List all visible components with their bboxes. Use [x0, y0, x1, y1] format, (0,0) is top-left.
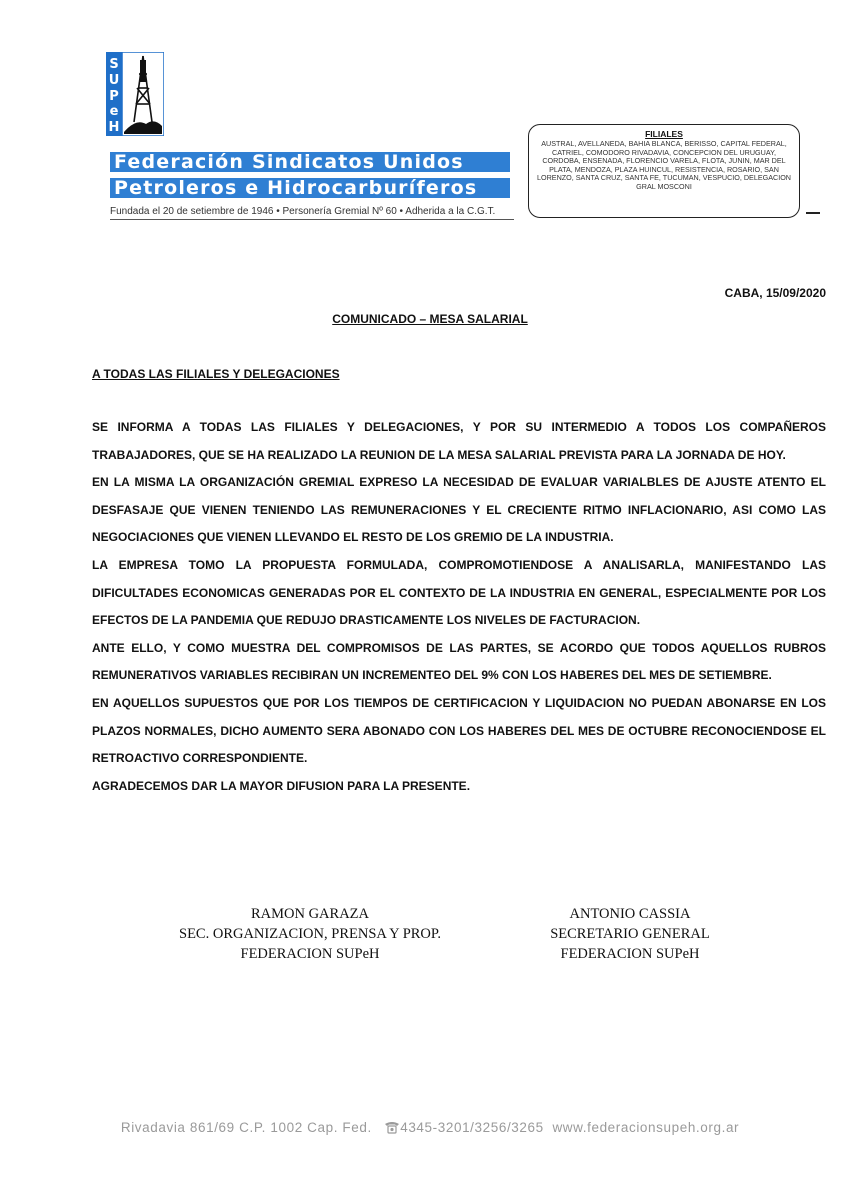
- svg-text:S: S: [109, 57, 119, 72]
- telephone-icon: [384, 1120, 400, 1134]
- letter-date: CABA, 15/09/2020: [724, 286, 826, 300]
- paragraph: LA EMPRESA TOMO LA PROPUESTA FORMULADA, COMPROMOTIENDOSE A ANALISARLA, MANIFESTANDO LAS DIFICULTADES ECONOMICAS GENERADAS POR EL CONTEXTO DE LA INDUSTRIA EN GENERAL, ESPECIALMENTE POR LOS EFECTOS DE LA PANDEMIA QUE REDUJO DRASTICAMENTE LOS NIVELES DE FACTURACION.: [92, 557, 826, 628]
- signer-org: FEDERACION SUPeH: [240, 946, 380, 962]
- letter-addressee: A TODAS LAS FILIALES Y DELEGACIONES: [92, 367, 340, 381]
- signer-role: SECRETARIO GENERAL: [550, 926, 710, 942]
- svg-text:H: H: [108, 120, 120, 135]
- federation-name-line1: Federación Sindicatos Unidos: [110, 152, 510, 172]
- svg-text:P: P: [109, 89, 119, 104]
- filiales-box: [528, 124, 800, 218]
- footer-contact: [0, 1120, 860, 1135]
- footer-phones: 4345-3201/3256/3265: [400, 1120, 544, 1135]
- signature-block-left: [130, 904, 490, 964]
- paragraph: ANTE ELLO, Y COMO MUESTRA DEL COMPROMISOS DE LAS PARTES, SE ACORDO QUE TODOS AQUELLOS RUBROS REMUNERATIVOS VARIABLES RECIBIRAN UN INCREMENTEO DEL 9% CON LOS HABERES DEL MES DE SETIEMBRE.: [92, 640, 826, 683]
- signer-role: SEC. ORGANIZACION, PRENSA Y PROP.: [179, 926, 441, 942]
- svg-text:U: U: [108, 73, 120, 88]
- paragraph: EN LA MISMA LA ORGANIZACIÓN GREMIAL EXPRESO LA NECESIDAD DE EVALUAR VARIALBLES DE AJUSTE ATENTO EL DESFASAJE QUE VIENEN TENIENDO LAS REMUNERACIONES Y EL CRECIENTE RITMO INFLACIONARIO, ASI COMO LAS NEGOCIACIONES QUE VIENEN LLEVANDO EL RESTO DE LOS GREMIO DE LA INDUSTRIA.: [92, 475, 826, 545]
- federation-name-line2: Petroleros e Hidrocarburíferos: [110, 178, 510, 198]
- footer-address: Rivadavia 861/69 C.P. 1002 Cap. Fed.: [120, 1120, 372, 1135]
- svg-text:e: e: [109, 104, 119, 119]
- signature-block-right: [520, 904, 740, 964]
- signer-name: ANTONIO CASSIA: [569, 906, 691, 922]
- signer-org: FEDERACION SUPeH: [560, 946, 700, 962]
- paragraph: EN AQUELLOS SUPUESTOS QUE POR LOS TIEMPOS DE CERTIFICACION Y LIQUIDACION NO PUEDAN ABONARSE EN LOS PLAZOS NORMALES, DICHO AUMENTO SERA ABONADO CON LOS HABERES DEL MES DE OCTUBRE RECONOCIENDOSE EL RETROACTIVO CORRESPONDIENTE.: [92, 695, 826, 766]
- paragraph: AGRADECEMOS DAR LA MAYOR DIFUSION PARA LA PRESENTE.: [92, 778, 471, 793]
- filiales-divider: [806, 212, 820, 214]
- paragraph: SE INFORMA A TODAS LAS FILIALES Y DELEGACIONES, Y POR SU INTERMEDIO A TODOS LOS COMPAÑEROS TRABAJADORES, QUE SE HA REALIZADO LA REUNION DE LA MESA SALARIAL PREVISTA PARA LA JORNADA DE HOY.: [92, 420, 826, 462]
- founded-caption: Fundada el 20 de setiembre de 1946 • Personería Gremial Nº 60 • Adherida a la C.G.T.: [110, 206, 514, 220]
- footer-website[interactable]: www.federacionsupeh.org.ar: [552, 1120, 740, 1135]
- filiales-list: AUSTRAL, AVELLANEDA, BAHIA BLANCA, BERISSO, CAPITAL FEDERAL, CATRIEL, COMODORO RIVADAVIA, CONCEPCION DEL URUGUAY, CORDOBA, ENSENADA, FLORENCIO VARELA, FLOTA, JUNIN, MAR DEL PLATA, MENDOZA, PLAZA HUINCUL, RESISTENCIA, ROSARIO, SAN LORENZO, SANTA CRUZ, SANTA FE, TUCUMAN, VESPUCIO, DELEGACION GRAL MOSCONI: [537, 139, 791, 191]
- filiales-title: FILIALES: [645, 129, 683, 139]
- supeh-logo-icon: [106, 52, 164, 136]
- letter-body: [92, 414, 826, 800]
- letter-subject: COMUNICADO – MESA SALARIAL: [332, 312, 528, 326]
- signer-name: RAMON GARAZA: [250, 906, 370, 922]
